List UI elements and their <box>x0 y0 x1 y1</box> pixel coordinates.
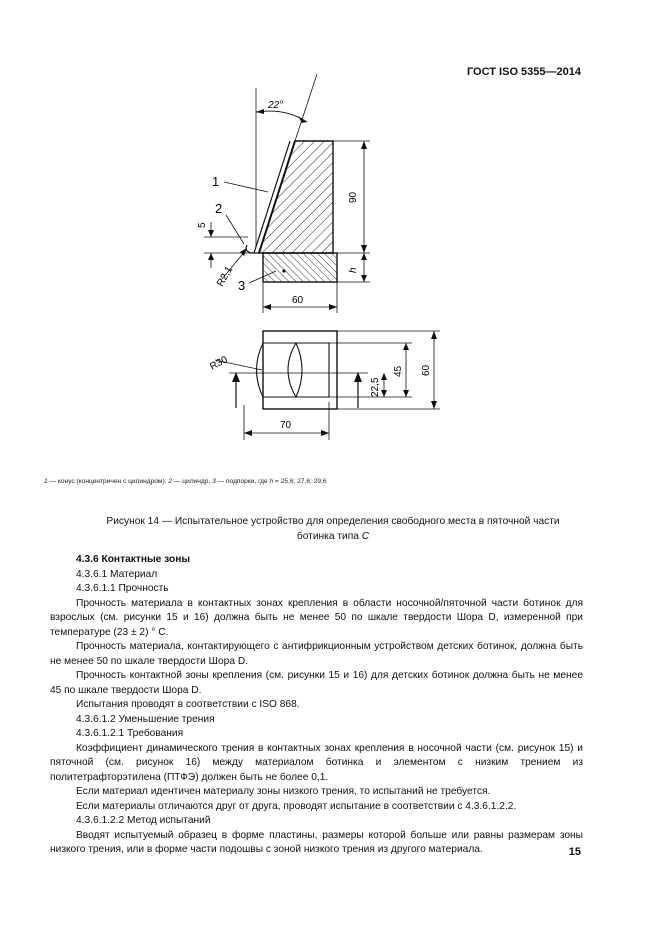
radius-large-label: R30 <box>208 354 230 373</box>
support-callout: 3 <box>238 278 246 293</box>
dim-h-label: h <box>348 267 359 273</box>
paragraph: Прочность материала в контактных зонах крепления в области носочной/пяточной части ботинок для взрослых (см. рисунки 15 и 16) должна быть не менее 50 по шкале твердости Шора D, измеренной при температуре (23 ± 2) ° C. <box>50 597 583 638</box>
paragraph: Прочность контактной зоны крепления (см. рисунки 15 и 16) для детских ботинок должна быть не менее 45 по шкале твердости Шора D. <box>50 670 583 696</box>
subsection-title: 4.3.6.1 Материал <box>76 568 158 580</box>
page-number: 15 <box>568 846 581 858</box>
cylinder-section <box>257 331 338 409</box>
figure-caption: Рисунок 14 — Испытательное устройство для определения свободного места в пяточной части ботинка типа C <box>106 516 560 542</box>
dim-22-5-label: 22,5 <box>370 377 381 397</box>
subsection-title: 4.3.6.1.2.2 Метод испытаний <box>76 815 211 826</box>
support-block <box>263 253 337 282</box>
angle-label: 22° <box>268 100 284 111</box>
subsection-title: 4.3.6.1.2 Уменьшение трения <box>76 713 215 725</box>
document-header: ГОСТ ISO 5355—2014 <box>466 66 581 78</box>
section-body <box>50 553 583 858</box>
subsection-title: 4.3.6.1.1 Прочность <box>76 583 169 594</box>
paragraph: Коэффициент динамического трения в контактных зонах крепления в носочной части (см. рисунок 15) и пяточной (см. рисунок 16) между материалом ботинка и элементом с низким трением из политетрафторэтилена (ПТФЭ) должен быть не более 0,1. <box>50 742 583 783</box>
paragraph: Если материал идентичен материалу зоны низкого трения, то испытаний не требуется. <box>76 786 491 797</box>
paragraph: Если материалы отличаются друг от друга, проводят испытание в соответствии с 4.3.6.1.2.2. <box>76 800 517 812</box>
dim-60-side-label: 60 <box>421 364 432 376</box>
paragraph: Прочность материала, контактирующего с антифрикционным устройством детских ботинок, должна быть не менее 50 по шкале твердости Шора D. <box>50 641 583 667</box>
dim-5-label: 5 <box>197 222 208 228</box>
dim-90-label: 90 <box>348 191 359 203</box>
radius-small-label: R2,1 <box>215 264 236 289</box>
subsection-title: 4.3.6.1.2.1 Требования <box>76 728 184 739</box>
dim-60-bottom-label: 60 <box>292 295 304 306</box>
section-heading: 4.3.6 Контактные зоны <box>76 554 191 565</box>
cone-part <box>259 141 333 253</box>
dim-70-label: 70 <box>280 420 292 431</box>
figure-legend: 1 — конус (концентричен с цилиндром), 2 — цилиндр, 3 — подпорки, где h = 25,6; 27,6; 29,6 <box>44 478 327 485</box>
cylinder-callout: 2 <box>215 201 223 216</box>
paragraph: Испытания проводят в соответствии с ISO 868. <box>76 699 300 710</box>
cone-callout: 1 <box>212 174 220 189</box>
dim-45-label: 45 <box>393 365 404 377</box>
paragraph: Вводят испытуемый образец в форме пластины, размеры которой больше или равны размерам зоны низкого трения, или в форме части подошвы с зоной низкого трения из другого материала. <box>50 829 583 855</box>
